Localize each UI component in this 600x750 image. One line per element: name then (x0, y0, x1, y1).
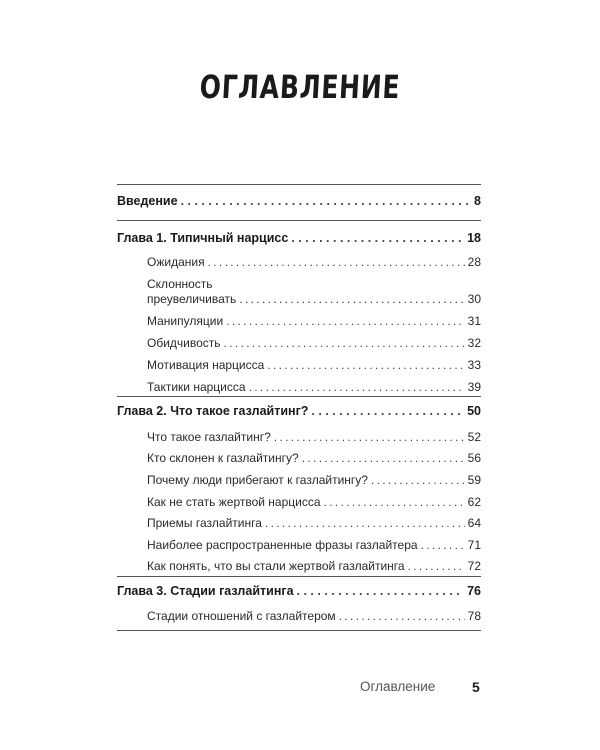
toc-subentry-label: Обидчивость (147, 336, 221, 350)
toc-subentry[interactable] (147, 430, 481, 444)
toc-subentry-page: 52 (467, 430, 481, 444)
toc-entry-intro[interactable] (117, 194, 481, 208)
toc-subentry-label: Что такое газлайтинг? (147, 430, 271, 444)
running-footer-section: Оглавление (360, 679, 436, 694)
dot-leader (421, 538, 465, 552)
toc-subentry-label: Кто склонен к газлайтингу? (147, 451, 299, 465)
toc-subentry-label: Мотивация нарцисса (147, 358, 265, 372)
dot-leader (371, 473, 465, 487)
toc-entry-page: 76 (467, 584, 481, 598)
dot-leader (311, 404, 464, 418)
toc-subentry-page: 71 (467, 538, 481, 552)
toc-subentry-page: 59 (467, 473, 481, 487)
toc-entry-chapter-2[interactable] (117, 404, 481, 418)
toc-subentry-label: Почему люди прибегают к газлайтингу? (147, 473, 368, 487)
toc-entry-chapter-1[interactable] (117, 231, 481, 245)
toc-subentry-page: 78 (467, 609, 481, 623)
toc-subentry[interactable] (147, 255, 481, 269)
dot-leader (339, 609, 465, 623)
toc-subentry-page: 64 (467, 516, 481, 530)
toc-subentry-label: Тактики нарцисса (147, 380, 246, 394)
toc-subentry-label: Стадии отношений с газлайтером (147, 609, 336, 623)
toc-entry-label: Введение (117, 194, 178, 208)
toc-subentry-page: 56 (467, 451, 481, 465)
toc-subentry[interactable] (147, 451, 481, 465)
divider (117, 576, 481, 577)
toc-subentry-page: 39 (467, 380, 481, 394)
toc-subentry-label: Манипуляции (147, 314, 224, 328)
toc-subentry-label-line2: преувеличивать (147, 292, 237, 306)
toc-subentry-page: 62 (467, 495, 481, 509)
toc-subentry[interactable] (147, 559, 481, 573)
divider (117, 630, 481, 631)
toc-subentry[interactable] (147, 277, 481, 307)
toc-subentry-page: 30 (467, 292, 481, 306)
toc-subentry[interactable] (147, 473, 481, 487)
toc-subentry-label: Как понять, что вы стали жертвой газлайтинга (147, 559, 405, 573)
toc-subentry-label: Как не стать жертвой нарцисса (147, 495, 321, 509)
toc-subentry[interactable] (147, 495, 481, 509)
dot-leader (181, 194, 471, 208)
dot-leader (265, 516, 465, 530)
toc-subentry-page: 72 (467, 559, 481, 573)
dot-leader (324, 495, 465, 509)
dot-leader (267, 358, 464, 372)
toc-entry-label: Глава 1. Типичный нарцисс (117, 231, 289, 245)
toc-subentry[interactable] (147, 516, 481, 530)
toc-subentry-page: 31 (467, 314, 481, 328)
dot-leader (408, 559, 465, 573)
toc-entry-page: 18 (467, 231, 481, 245)
dot-leader (208, 255, 465, 269)
toc-subentry[interactable] (147, 358, 481, 372)
dot-leader (239, 292, 464, 307)
dot-leader (297, 584, 465, 598)
dot-leader (226, 314, 464, 328)
toc-subentry-label: Наиболее распространенные фразы газлайтера (147, 538, 418, 552)
toc-subentry-page: 28 (467, 255, 481, 269)
dot-leader (302, 451, 465, 465)
toc-subentry[interactable] (147, 538, 481, 552)
dot-leader (274, 430, 465, 444)
toc-subentry-label: Ожидания (147, 255, 205, 269)
dot-leader (291, 231, 464, 245)
toc-subentry[interactable] (147, 380, 481, 394)
toc-subentry[interactable] (147, 336, 481, 350)
toc-subentry-page: 32 (467, 336, 481, 350)
page-number: 5 (472, 679, 480, 695)
toc-subentry-label-line1: Склонность (147, 277, 213, 291)
divider (117, 184, 481, 185)
divider (117, 220, 481, 221)
divider (117, 396, 481, 397)
toc-entry-page: 8 (474, 194, 481, 208)
toc-entry-page: 50 (467, 404, 481, 418)
toc-entry-chapter-3[interactable] (117, 584, 481, 598)
toc-subentry-label: Приемы газлайтинга (147, 516, 262, 530)
dot-leader (224, 336, 465, 350)
dot-leader (249, 380, 465, 394)
toc-entry-label: Глава 2. Что такое газлайтинг? (117, 404, 309, 418)
page-title: ОГЛАВЛЕНИЕ (198, 68, 402, 106)
toc-entry-label: Глава 3. Стадии газлайтинга (117, 584, 294, 598)
toc-subentry[interactable] (147, 609, 481, 623)
toc-subentry-page: 33 (467, 358, 481, 372)
toc-subentry[interactable] (147, 314, 481, 328)
page-footer (0, 679, 600, 699)
